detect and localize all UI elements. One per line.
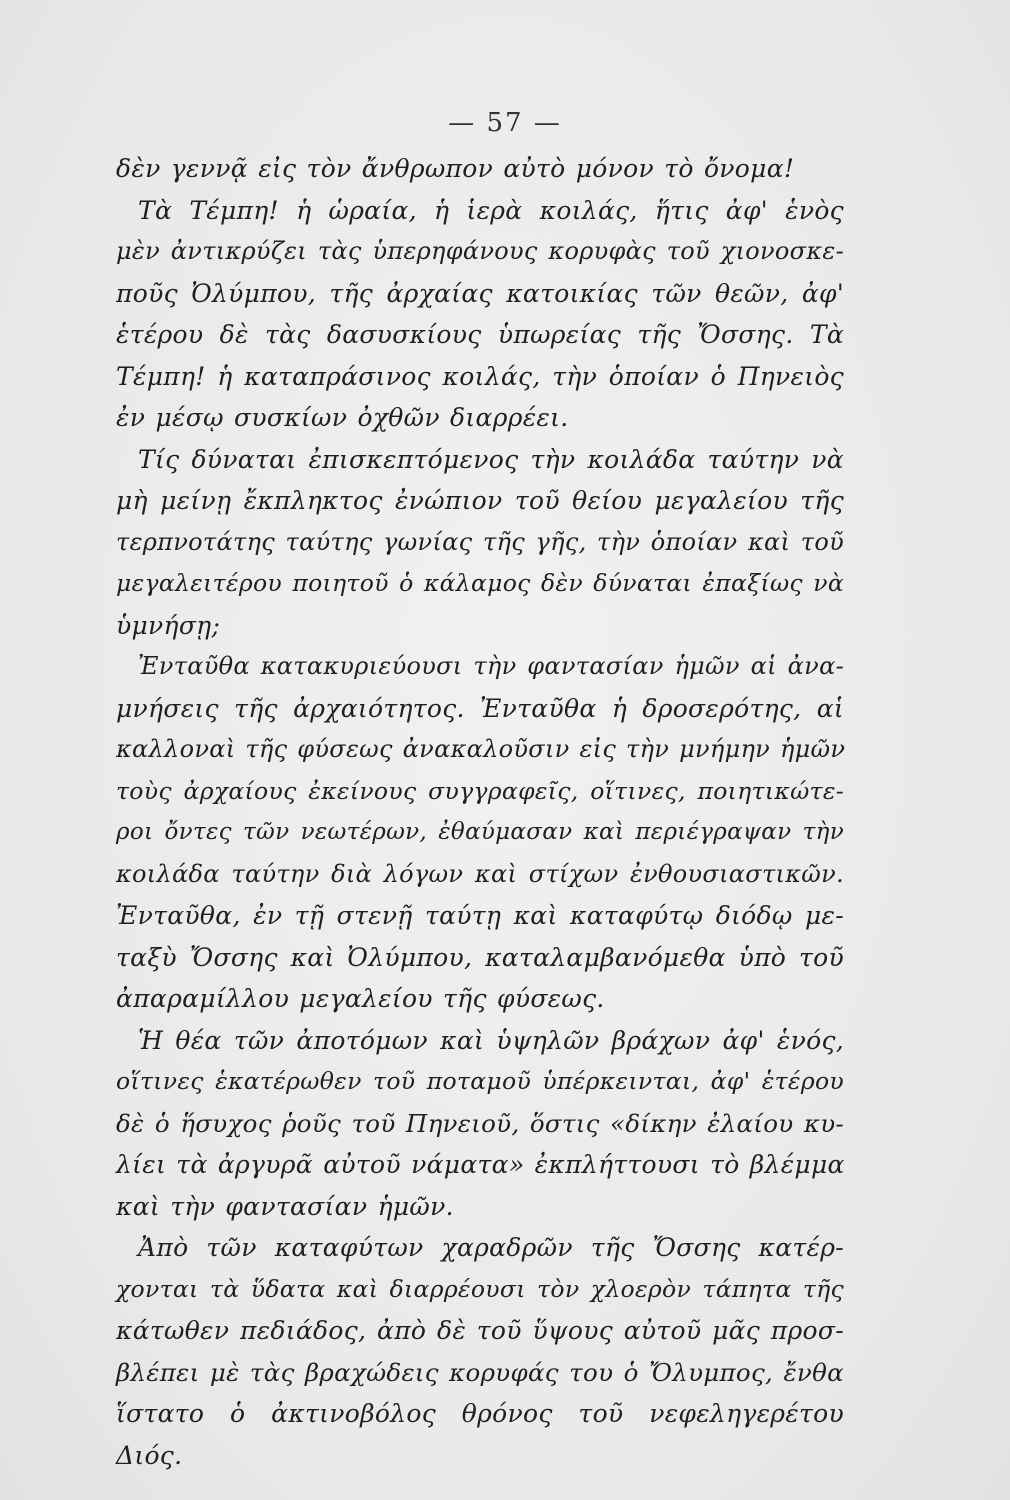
text-line: δὲν γεννᾷ εἰς τὸν ἄνθρωπον αὐτὸ μόνον τὸ ὄνομα! bbox=[116, 154, 795, 183]
text-line: μὴ μείνῃ ἔκπληκτος ἐνώπιον τοῦ θείου μεγαλείου τῆς bbox=[116, 486, 844, 515]
text-line: τοὺς ἀρχαίους ἐκείνους συγγραφεῖς, οἵτινες, ποιητικώτε- bbox=[116, 776, 844, 805]
text-line: μεγαλειτέρου ποιητοῦ ὁ κάλαμος δὲν δύναται ἐπαξίως νὰ bbox=[116, 569, 844, 597]
body-text bbox=[116, 148, 844, 1476]
text-line: βλέπει μὲ τὰς βραχώδεις κορυφάς του ὁ Ὄλυμπος, ἔνθα bbox=[116, 1357, 844, 1387]
text-line: Ἡ θέα τῶν ἀποτόμων καὶ ὑψηλῶν βράχων ἀφ' ἑνός, bbox=[138, 1025, 844, 1055]
text-line: Διός. bbox=[116, 1440, 183, 1470]
text-line: Τίς δύναται ἐπισκεπτόμενος τὴν κοιλάδα ταύτην νὰ bbox=[138, 444, 844, 474]
text-line: ἑτέρου δὲ τὰς δασυσκίους ὑπωρείας τῆς Ὄσσης. Τὰ bbox=[116, 320, 844, 349]
text-line: Τέμπη! ἡ καταπράσινος κοιλάς, τὴν ὁποίαν ὁ Πηνειὸς bbox=[116, 361, 844, 391]
text-line: καὶ τὴν φαντασίαν ἡμῶν. bbox=[116, 1191, 454, 1221]
text-line: κοιλάδα ταύτην διὰ λόγων καὶ στίχων ἐνθουσιαστικῶν. bbox=[116, 859, 844, 888]
text-line: οἵτινες ἑκατέρωθεν τοῦ ποταμοῦ ὑπέρκεινται, ἀφ' ἑτέρου bbox=[116, 1067, 844, 1095]
text-line: ροι ὄντες τῶν νεωτέρων, ἐθαύμασαν καὶ περιέγραψαν τὴν bbox=[116, 819, 844, 845]
text-line: ὑμνήσῃ; bbox=[116, 610, 221, 640]
text-line: λίει τὰ ἀργυρᾶ αὐτοῦ νάματα» ἐκπλήττουσι τὸ βλέμμα bbox=[116, 1150, 845, 1179]
text-line: ἵστατο ὁ ἀκτινοβόλος θρόνος τοῦ νεφεληγερέτου bbox=[116, 1399, 844, 1428]
text-line: μνήσεις τῆς ἀρχαιότητος. Ἐνταῦθα ἡ δροσερότης, αἱ bbox=[116, 693, 844, 723]
text-line: ἐν μέσῳ συσκίων ὀχθῶν διαρρέει. bbox=[116, 403, 569, 432]
text-line: δὲ ὁ ἥσυχος ῥοῦς τοῦ Πηνειοῦ, ὅστις «δίκην ἐλαίου κυ- bbox=[116, 1108, 844, 1138]
text-line: κάτωθεν πεδιάδος, ἀπὸ δὲ τοῦ ὕψους αὐτοῦ μᾶς προσ- bbox=[116, 1316, 844, 1345]
text-line: Ἐνταῦθα κατακυριεύουσι τὴν φαντασίαν ἡμῶν αἱ ἀνα- bbox=[138, 652, 844, 680]
text-line: ἀπαραμίλλου μεγαλείου τῆς φύσεως. bbox=[116, 984, 605, 1013]
text-line: ταξὺ Ὄσσης καὶ Ὀλύμπου, καταλαμβανόμεθα ὑπὸ τοῦ bbox=[116, 942, 844, 972]
text-line: Τὰ Τέμπη! ἡ ὡραία, ἡ ἱερὰ κοιλάς, ἥτις ἀφ' ἑνὸς bbox=[138, 195, 844, 225]
text-line: χονται τὰ ὕδατα καὶ διαρρέουσι τὸν χλοερὸν τάπητα τῆς bbox=[116, 1274, 844, 1303]
text-line: Ἐνταῦθα, ἐν τῇ στενῇ ταύτῃ καὶ καταφύτῳ διόδῳ με- bbox=[116, 901, 844, 930]
text-line: ποῦς Ὀλύμπου, τῆς ἀρχαίας κατοικίας τῶν θεῶν, ἀφ' bbox=[116, 278, 844, 308]
page-number: — 57 — bbox=[448, 108, 562, 138]
text-line: μὲν ἀντικρύζει τὰς ὑπερηφάνους κορυφὰς τοῦ χιονοσκε- bbox=[116, 237, 844, 265]
text-line: Ἀπὸ τῶν καταφύτων χαραδρῶν τῆς Ὄσσης κατέρ- bbox=[138, 1233, 844, 1262]
text-line: καλλοναὶ τῆς φύσεως ἀνακαλοῦσιν εἰς τὴν μνήμην ἡμῶν bbox=[116, 735, 846, 763]
text-line: τερπνοτάτης ταύτης γωνίας τῆς γῆς, τὴν ὁποίαν καὶ τοῦ bbox=[116, 527, 844, 556]
